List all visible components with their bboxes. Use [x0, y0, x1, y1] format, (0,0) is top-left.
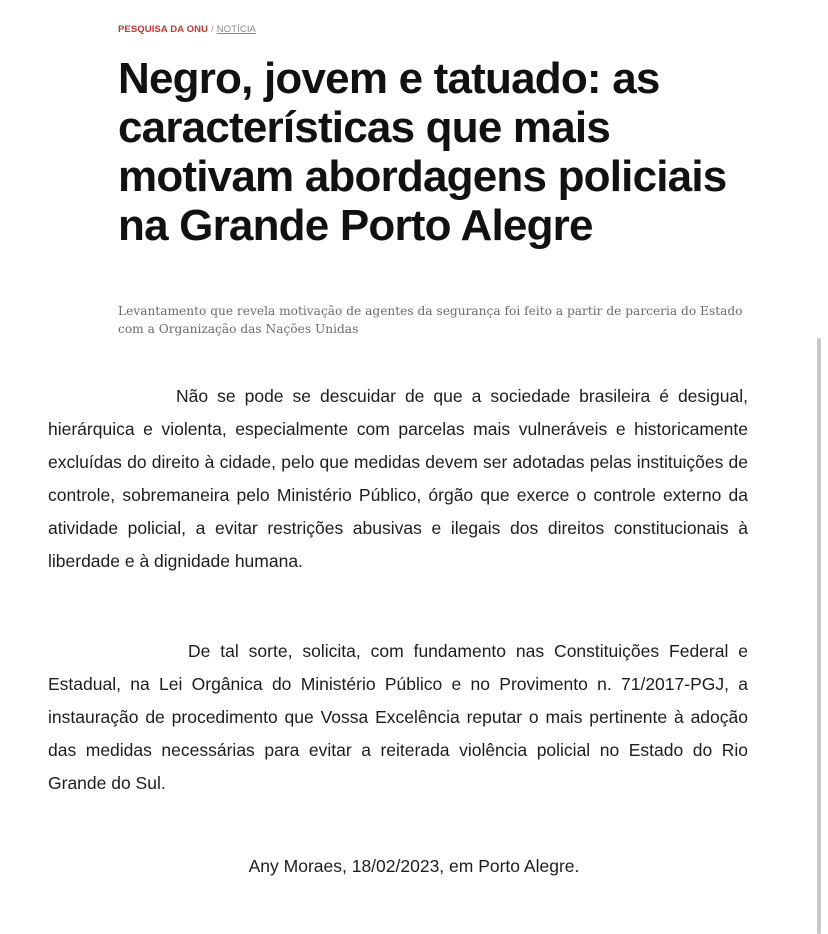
document-paragraph-2: De tal sorte, solicita, com fundamento nas Constituições Federal e Estadual, na Lei Orgânica do Ministério Público e no Provimento n. 71/2017-PGJ, a instauração de procedimento que Vossa Excelência reputar o mais pertinente à adoção das medidas necessárias para evitar a reiterada violência policial no Estado do Rio Grande do Sul. [48, 641, 748, 793]
breadcrumb-category-link[interactable]: PESQUISA DA ONU [118, 24, 209, 35]
article-subtitle: Levantamento que revela motivação de agentes da segurança foi feito a partir de parceria do Estado com a Organização das Nações Unidas [118, 304, 743, 336]
document-paragraph-1: Não se pode se descuidar de que a sociedade brasileira é desigual, hierárquica e violenta, especialmente com parcelas mais vulneráveis e historicamente excluídas do direito à cidade, pelo que medidas devem ser adotadas pelas instituições de controle, sobremaneira pelo Ministério Público, órgão que exerce o controle externo da atividade policial, a evitar restrições abusivas e ilegais dos direitos constitucionais à liberdade e à dignidade humana. [48, 386, 748, 571]
scrollbar[interactable] [817, 338, 821, 934]
article-headline: Negro, jovem e tatuado: as características que mais motivam abordagens policiais na Grande Porto Alegre [118, 54, 727, 250]
signature-line: Any Moraes, 18/02/2023, em Porto Alegre. [248, 856, 580, 876]
breadcrumb-separator: / [211, 24, 214, 35]
breadcrumb-section-link[interactable]: NOTÍCIA [216, 24, 256, 35]
breadcrumb [118, 24, 256, 35]
